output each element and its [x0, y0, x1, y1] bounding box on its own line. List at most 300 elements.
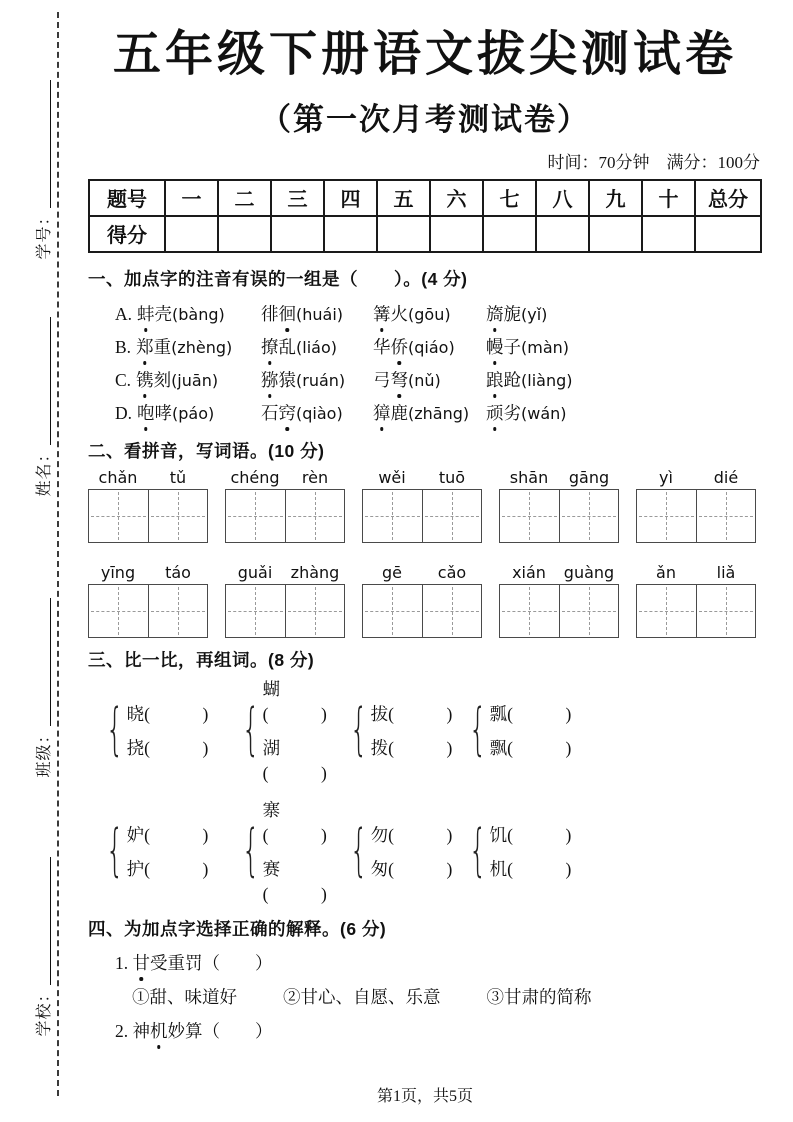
- word-char: 旎: [503, 303, 521, 324]
- option-cell: [486, 367, 762, 392]
- pinyin-syllables: [636, 468, 756, 487]
- option-row: [115, 363, 762, 396]
- sidebar-blank-line: [50, 599, 51, 727]
- word-char: 弓: [373, 369, 391, 390]
- pinyin-syllables: [88, 468, 208, 487]
- word-char: 华: [373, 336, 391, 357]
- compare-line: [490, 856, 572, 881]
- option-letter: C.: [115, 369, 132, 390]
- brace-icon: {: [349, 818, 368, 884]
- pinyin-label: (wán): [521, 403, 567, 423]
- option-letter: D.: [115, 402, 133, 423]
- pinyin-syllable: ǎn: [656, 562, 676, 582]
- word-char: 子: [503, 336, 521, 357]
- compare-line: [127, 701, 209, 726]
- section-one-options: [88, 297, 762, 429]
- pinyin-group: [499, 468, 619, 543]
- compare-lines: [127, 701, 209, 760]
- dotted-word: [137, 304, 225, 324]
- compare-char: 赛: [262, 858, 281, 879]
- answer-blank: （ ）: [202, 952, 273, 973]
- pinyin-syllable: rèn: [301, 467, 329, 487]
- compare-char: 拨: [370, 737, 389, 758]
- dotted-word: [486, 337, 569, 357]
- writing-cell: [363, 585, 422, 637]
- sidebar-label: 姓名：: [36, 445, 53, 497]
- compare-line: [127, 735, 209, 760]
- writing-box: [499, 489, 619, 543]
- compare-char: 机: [489, 858, 508, 879]
- pinyin-label: (zhèng): [171, 337, 233, 357]
- dotted-char: 獐: [373, 400, 391, 425]
- item-number: 1.: [115, 952, 133, 973]
- score-table: [88, 179, 762, 253]
- score-empty-cell: [589, 216, 642, 252]
- option-cell: [115, 334, 261, 359]
- compare-lines: [371, 701, 453, 760]
- brace-icon: {: [349, 697, 368, 763]
- writing-cell: [226, 585, 285, 637]
- pinyin-syllable: tuō: [438, 467, 466, 487]
- option-cell: [373, 334, 486, 359]
- brace-icon: {: [241, 697, 260, 763]
- pinyin-syllable: gāng: [568, 467, 610, 487]
- option-cell: [115, 400, 261, 425]
- sidebar-label-group: [27, 307, 53, 507]
- dotted-word: [136, 370, 218, 390]
- pinyin-syllable: dié: [713, 467, 739, 487]
- word-char: 徘: [261, 303, 279, 324]
- choice-option: ①甜、味道好: [132, 986, 237, 1007]
- word-char: 乱: [278, 336, 296, 357]
- main-content: [88, 0, 762, 1043]
- pinyin-syllables: [88, 563, 208, 582]
- section-four-body: [88, 950, 762, 1043]
- compare-char: 寨: [262, 799, 281, 820]
- word-char: 火: [390, 303, 408, 324]
- option-cell: [373, 367, 486, 392]
- answer-blank: ( ): [262, 824, 327, 845]
- dotted-char: 篝: [373, 301, 391, 326]
- dotted-word: [261, 370, 345, 390]
- word-char: 壳: [154, 303, 173, 324]
- pinyin-label: (bàng): [172, 304, 225, 324]
- word-char: 受重罚: [150, 952, 203, 973]
- score-table-header-cell: 七: [483, 180, 536, 216]
- answer-blank: ( ): [507, 737, 572, 758]
- compare-pair: [233, 797, 341, 906]
- dotted-word: [133, 1021, 203, 1041]
- dotted-word: [133, 953, 203, 973]
- compare-char: 匆: [370, 858, 389, 879]
- compare-line: [371, 856, 453, 881]
- option-cell: [261, 400, 373, 425]
- pinyin-group: [636, 468, 756, 543]
- sidebar-blank-line: [50, 858, 51, 986]
- compare-char: 晓: [126, 703, 145, 724]
- answer-blank: ( ): [388, 824, 453, 845]
- writing-cell: [363, 490, 422, 542]
- dotted-char: 机: [150, 1018, 168, 1043]
- pinyin-label: (gōu): [408, 304, 451, 324]
- pinyin-group: [88, 563, 208, 638]
- score-label-cell: 得分: [89, 216, 165, 252]
- pinyin-syllable: yì: [659, 467, 673, 487]
- compare-char: 拔: [370, 703, 389, 724]
- word-char: 石: [261, 402, 279, 423]
- pinyin-syllables: [362, 468, 482, 487]
- compare-char: 湖: [262, 737, 281, 758]
- compare-char: 饥: [489, 824, 508, 845]
- sidebar-label-group: [27, 847, 53, 1047]
- pinyin-syllables: [362, 563, 482, 582]
- dotted-char: 侨: [391, 334, 409, 359]
- answer-blank: （ ）: [202, 1020, 273, 1041]
- writing-cell: [500, 490, 559, 542]
- brace-icon: {: [241, 818, 260, 884]
- pinyin-label: (liàng): [521, 370, 573, 390]
- pinyin-label: (màn): [521, 337, 570, 357]
- word-char: 鹿: [390, 402, 408, 423]
- dotted-word: [136, 337, 232, 357]
- option-cell: [486, 334, 762, 359]
- explain-item: [115, 1018, 762, 1043]
- writing-box: [362, 584, 482, 638]
- pinyin-group: [88, 468, 208, 543]
- answer-blank: ( ): [262, 762, 327, 783]
- section-two-heading: 二、看拼音，写词语。(10 分): [88, 440, 325, 461]
- pinyin-syllable: guǎi: [237, 562, 273, 582]
- writing-cell: [422, 490, 482, 542]
- pinyin-syllable: chéng: [230, 467, 280, 487]
- dotted-word: [261, 304, 343, 324]
- option-row: [115, 297, 762, 330]
- dotted-char: 旖: [486, 301, 504, 326]
- pinyin-label: (qiào): [296, 403, 343, 423]
- score-empty-cell: [483, 216, 536, 252]
- sidebar-blank-line: [50, 81, 51, 209]
- compare-char: 护: [126, 858, 145, 879]
- sidebar-label: 学校：: [36, 985, 53, 1037]
- compare-char: 勿: [370, 824, 389, 845]
- writing-box: [225, 489, 345, 543]
- dotted-word: [486, 370, 572, 390]
- compare-line: [263, 735, 341, 785]
- compare-char: 妒: [126, 824, 145, 845]
- score-empty-cell: [430, 216, 483, 252]
- writing-cell: [89, 490, 148, 542]
- writing-cell: [148, 585, 208, 637]
- brace-icon: {: [468, 818, 487, 884]
- score-table-header-cell: 九: [589, 180, 642, 216]
- score-empty-cell: [642, 216, 695, 252]
- score-table-header-cell: 一: [165, 180, 218, 216]
- compare-pair: [341, 676, 460, 785]
- option-letter: B.: [115, 336, 132, 357]
- word-char: 哮: [154, 402, 173, 423]
- compare-pair: [460, 797, 762, 906]
- answer-blank: ( ): [388, 737, 453, 758]
- writing-cell: [148, 490, 208, 542]
- compare-line: [127, 856, 209, 881]
- pinyin-label: (zhāng): [408, 403, 470, 423]
- answer-blank: ( ): [507, 824, 572, 845]
- writing-box: [362, 489, 482, 543]
- score-empty-cell: [536, 216, 589, 252]
- pinyin-syllable: guàng: [563, 562, 615, 582]
- pinyin-group: [362, 563, 482, 638]
- answer-blank: ( ): [507, 703, 572, 724]
- pinyin-group: [225, 468, 345, 543]
- dotted-char: 踉: [486, 367, 504, 392]
- option-cell: [261, 301, 373, 326]
- compare-line: [371, 822, 453, 847]
- pinyin-syllable: liǎ: [716, 562, 736, 582]
- option-cell: [115, 301, 261, 326]
- pinyin-syllable: xián: [512, 562, 546, 582]
- dotted-char: 郑: [136, 334, 154, 359]
- pinyin-label: (ruán): [296, 370, 346, 390]
- compare-line: [263, 676, 341, 726]
- pinyin-label: (qiáo): [408, 337, 455, 357]
- choice-option: ③甘肃的简称: [486, 986, 592, 1007]
- writing-box: [88, 584, 208, 638]
- writing-cell: [696, 585, 756, 637]
- compare-lines: [263, 797, 341, 906]
- sidebar-label-group: [27, 70, 53, 270]
- writing-cell: [559, 490, 619, 542]
- compare-char: 蝴: [262, 678, 281, 699]
- writing-cell: [285, 490, 345, 542]
- score-table-header-row: [89, 180, 761, 216]
- dotted-char: 顽: [486, 400, 504, 425]
- word-char: 劣: [503, 402, 521, 423]
- score-table-header-cell: 十: [642, 180, 695, 216]
- compare-pair: [97, 676, 233, 785]
- answer-blank: ( ): [388, 703, 453, 724]
- pinyin-syllable: gē: [382, 562, 402, 582]
- dotted-char: 咆: [137, 400, 155, 425]
- pinyin-label: (páo): [172, 403, 215, 423]
- pinyin-syllable: shān: [509, 467, 549, 487]
- section-two-body: [88, 468, 762, 638]
- section-four-heading: 四、为加点字选择正确的解释。(6 分): [88, 918, 387, 939]
- answer-blank: ( ): [262, 703, 327, 724]
- section-three-body: [88, 676, 762, 906]
- section-three-heading: 三、比一比，再组词。(8 分): [88, 649, 315, 670]
- writing-cell: [285, 585, 345, 637]
- dotted-char: 弩: [391, 367, 409, 392]
- compare-lines: [127, 822, 209, 881]
- compare-pair: [97, 797, 233, 906]
- answer-blank: ( ): [144, 703, 209, 724]
- dotted-word: [373, 304, 451, 324]
- dotted-word: [486, 403, 567, 423]
- pinyin-syllables: [636, 563, 756, 582]
- pinyin-row: [88, 468, 762, 543]
- compare-pair: [460, 676, 762, 785]
- dotted-char: 猕: [261, 367, 279, 392]
- pinyin-group: [636, 563, 756, 638]
- compare-line: [371, 735, 453, 760]
- pinyin-label: (nǔ): [408, 370, 441, 390]
- writing-cell: [637, 585, 696, 637]
- dotted-word: [486, 304, 547, 324]
- sidebar-label-group: [27, 588, 53, 788]
- dotted-char: 蚌: [137, 301, 155, 326]
- score-table-header-cell: 六: [430, 180, 483, 216]
- word-char: 重: [153, 336, 172, 357]
- pinyin-syllables: [499, 563, 619, 582]
- pinyin-syllable: cǎo: [437, 562, 467, 582]
- score-table-header-cell: 题号: [89, 180, 165, 216]
- word-char: 刻: [153, 369, 172, 390]
- dotted-char: 徊: [279, 301, 297, 326]
- footer-page-number: 第1页，共5页: [376, 1088, 473, 1105]
- writing-box: [636, 489, 756, 543]
- score-table-header-cell: 五: [377, 180, 430, 216]
- option-cell: [261, 367, 373, 392]
- writing-cell: [696, 490, 756, 542]
- pinyin-syllable: wěi: [378, 467, 406, 487]
- dotted-char: 镌: [136, 367, 154, 392]
- sidebar-blank-line: [50, 318, 51, 446]
- brace-icon: {: [468, 697, 487, 763]
- dotted-word: [261, 403, 343, 423]
- answer-blank: ( ): [144, 737, 209, 758]
- score-table-header-cell: 二: [218, 180, 271, 216]
- answer-blank: ( ): [144, 824, 209, 845]
- compare-pair: [341, 797, 460, 906]
- dotted-word: [137, 403, 214, 423]
- pinyin-label: (yǐ): [521, 304, 548, 324]
- pinyin-syllables: [225, 563, 345, 582]
- option-cell: [115, 367, 261, 392]
- option-cell: [486, 400, 762, 425]
- option-row: [115, 330, 762, 363]
- pinyin-syllables: [225, 468, 345, 487]
- pinyin-syllables: [499, 468, 619, 487]
- time-score-info: 时间：70分钟 满分：100分: [547, 152, 760, 172]
- compare-pair: [233, 676, 341, 785]
- option-row: [115, 396, 762, 429]
- dotted-char: 甘: [133, 950, 151, 975]
- dotted-word: [261, 337, 337, 357]
- answer-blank: ( ): [262, 883, 327, 904]
- compare-row: [97, 797, 762, 906]
- pinyin-syllable: yīng: [100, 562, 136, 582]
- answer-blank: ( ): [388, 858, 453, 879]
- compare-lines: [263, 676, 341, 785]
- dotted-word: [373, 403, 469, 423]
- dotted-char: 幔: [486, 334, 504, 359]
- score-empty-cell: [695, 216, 761, 252]
- writing-cell: [422, 585, 482, 637]
- dotted-word: [373, 337, 455, 357]
- section-one-heading: 一、加点字的注音有误的一组是（ ）。(4 分): [88, 268, 468, 289]
- dotted-char: 撩: [261, 334, 279, 359]
- score-empty-cell: [377, 216, 430, 252]
- writing-box: [88, 489, 208, 543]
- pinyin-group: [499, 563, 619, 638]
- page-title: 五年级下册语文拔尖测试卷: [112, 28, 737, 81]
- compare-row: [97, 676, 762, 785]
- writing-box: [225, 584, 345, 638]
- compare-char: 飘: [489, 737, 508, 758]
- word-char: 神: [132, 1020, 150, 1041]
- score-table-header-cell: 八: [536, 180, 589, 216]
- writing-cell: [500, 585, 559, 637]
- option-cell: [261, 334, 373, 359]
- word-char: 跄: [503, 369, 521, 390]
- explain-choices: [132, 984, 762, 1009]
- sidebar-label: 班级：: [36, 726, 53, 778]
- pinyin-group: [362, 468, 482, 543]
- writing-cell: [637, 490, 696, 542]
- pinyin-row: [88, 563, 762, 638]
- option-letter: A.: [115, 303, 133, 324]
- pinyin-syllable: chǎn: [98, 467, 138, 487]
- compare-lines: [371, 822, 453, 881]
- answer-blank: ( ): [144, 858, 209, 879]
- brace-icon: {: [105, 818, 124, 884]
- pinyin-syllable: táo: [165, 562, 191, 582]
- pinyin-label: (juān): [171, 370, 219, 390]
- writing-cell: [89, 585, 148, 637]
- compare-line: [263, 856, 341, 906]
- seal-line: [57, 12, 59, 1096]
- pinyin-syllable: zhàng: [290, 562, 340, 582]
- score-table-header-cell: 四: [324, 180, 377, 216]
- compare-lines: [490, 701, 572, 760]
- word-char: 猿: [278, 369, 296, 390]
- item-number: 2.: [115, 1020, 133, 1041]
- compare-char: 瓢: [489, 703, 508, 724]
- compare-line: [371, 701, 453, 726]
- option-cell: [373, 301, 486, 326]
- choice-option: ②甘心、自愿、乐意: [283, 986, 441, 1007]
- writing-box: [636, 584, 756, 638]
- pinyin-group: [225, 563, 345, 638]
- option-cell: [373, 400, 486, 425]
- writing-cell: [226, 490, 285, 542]
- pinyin-syllable: tǔ: [169, 467, 187, 487]
- compare-line: [490, 822, 572, 847]
- score-empty-cell: [218, 216, 271, 252]
- pinyin-label: (huái): [296, 304, 344, 324]
- sidebar-label: 学号：: [36, 208, 53, 260]
- page-subtitle: （第一次月考测试卷）: [260, 101, 590, 137]
- explain-item: [115, 950, 762, 975]
- score-empty-cell: [271, 216, 324, 252]
- dotted-word: [373, 370, 441, 390]
- dotted-char: 窍: [279, 400, 297, 425]
- compare-line: [490, 701, 572, 726]
- score-table-score-row: [89, 216, 761, 252]
- score-empty-cell: [165, 216, 218, 252]
- compare-lines: [490, 822, 572, 881]
- pinyin-label: (liáo): [296, 337, 337, 357]
- word-char: 妙算: [167, 1020, 203, 1041]
- compare-line: [127, 822, 209, 847]
- compare-char: 挠: [126, 737, 145, 758]
- compare-line: [490, 735, 572, 760]
- score-table-header-cell: 总分: [695, 180, 761, 216]
- writing-box: [499, 584, 619, 638]
- compare-line: [263, 797, 341, 847]
- option-cell: [486, 301, 762, 326]
- writing-cell: [559, 585, 619, 637]
